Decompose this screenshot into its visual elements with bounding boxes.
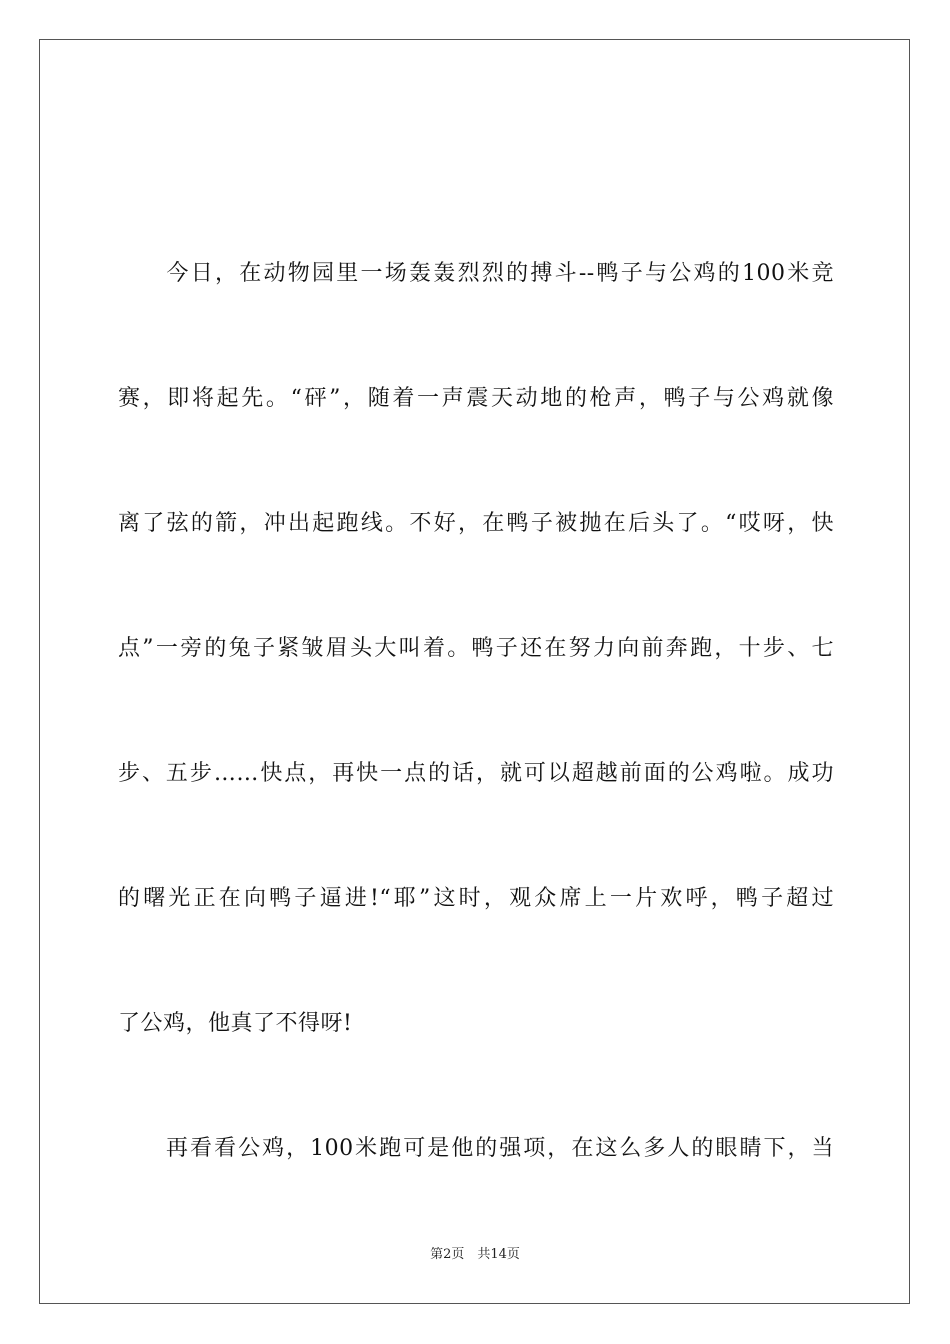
text-line-2: 赛，即将起先。“砰”，随着一声震天动地的枪声，鸭子与公鸡就像: [118, 386, 834, 411]
text-line-1: 今日，在动物园里一场轰轰烈烈的搏斗--鸭子与公鸡的100米竞: [118, 261, 834, 286]
page-footer: 第2页 共14页: [430, 1247, 520, 1262]
text-line-8: 再看看公鸡，100米跑可是他的强项，在这么多人的眼睛下，当: [118, 1136, 834, 1161]
text-line-4: 点”一旁的兔子紧皱眉头大叫着。鸭子还在努力向前奔跑，十步、七: [118, 636, 834, 661]
text-line-7: 了公鸡，他真了不得呀!: [118, 1011, 353, 1036]
text-line-3: 离了弦的箭，冲出起跑线。不好，在鸭子被抛在后头了。“哎呀，快: [118, 511, 834, 536]
text-line-5: 步、五步……快点，再快一点的话，就可以超越前面的公鸡啦。成功: [118, 761, 834, 786]
page-frame: [39, 39, 910, 1304]
text-line-6: 的曙光正在向鸭子逼进!“耶”这时，观众席上一片欢呼，鸭子超过: [118, 886, 834, 911]
